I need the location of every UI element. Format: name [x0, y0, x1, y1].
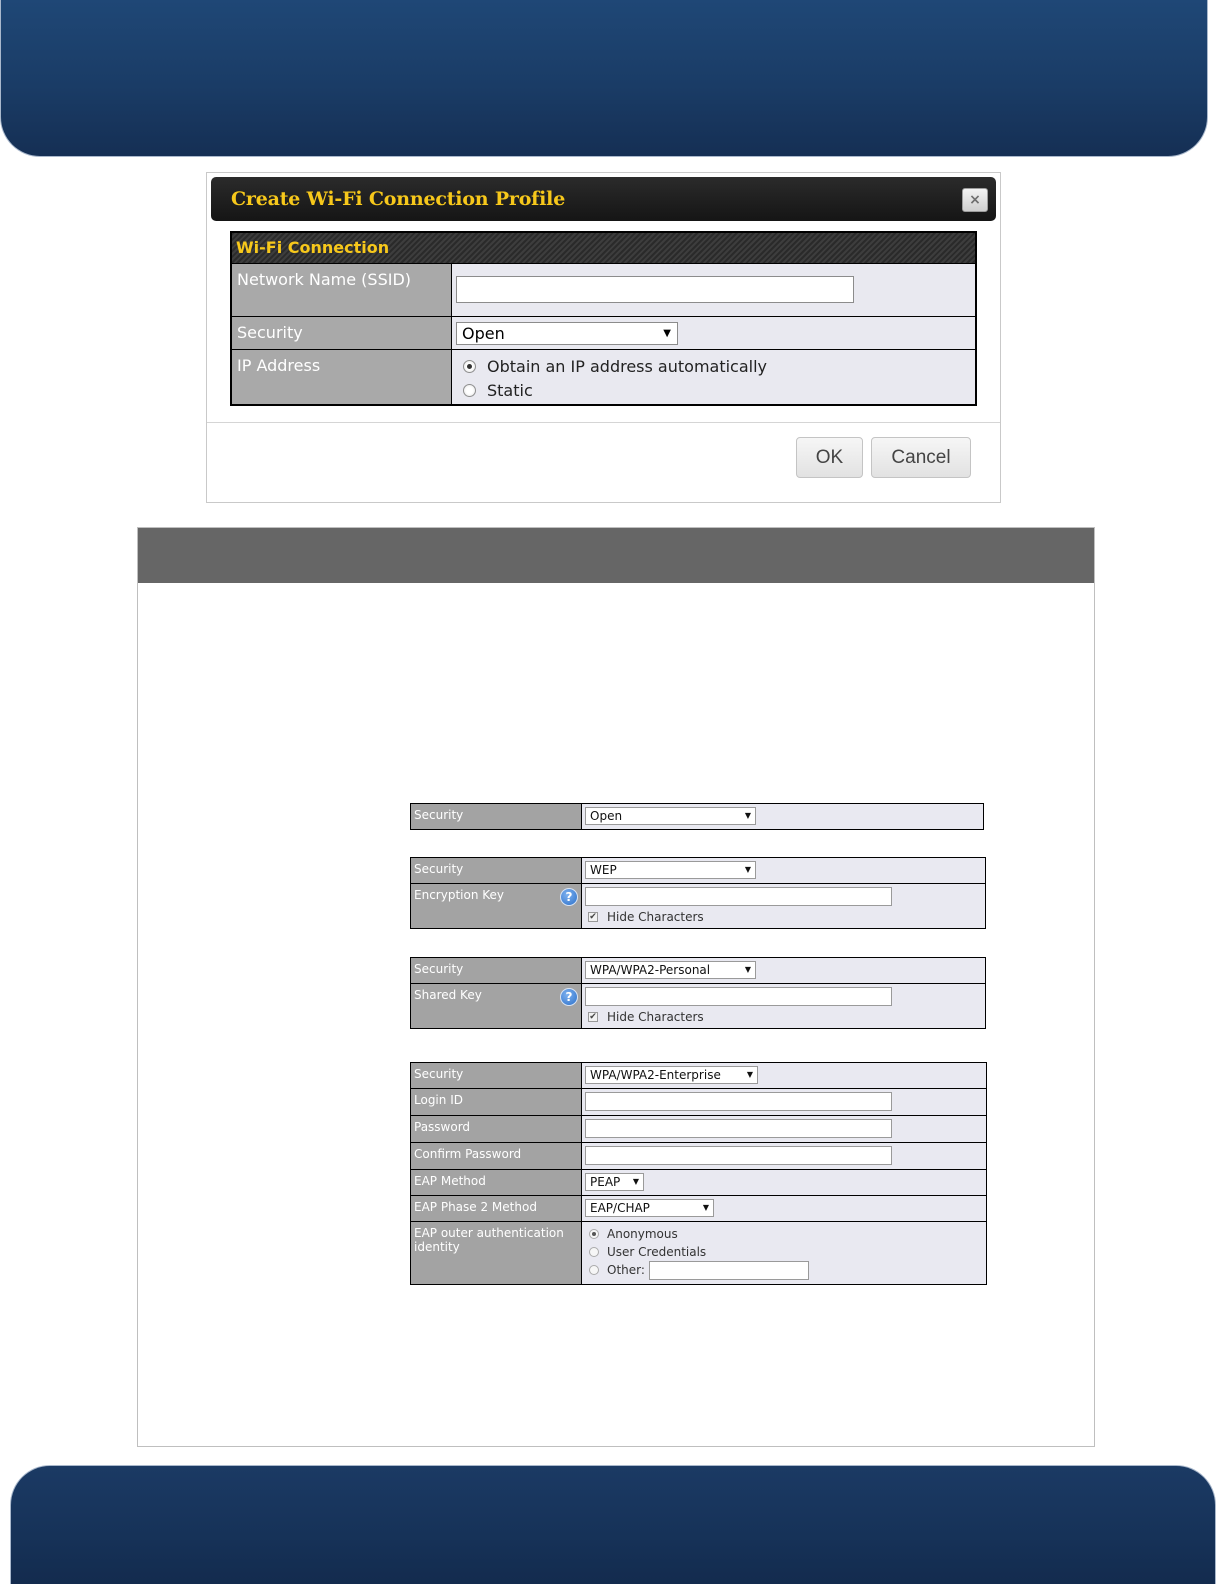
eap-method-select[interactable] — [585, 1173, 644, 1191]
chevron-down-icon: ▼ — [663, 328, 671, 339]
ip-auto-radio[interactable] — [463, 360, 476, 373]
ip-auto-option[interactable] — [456, 354, 971, 378]
ip-auto-label: Obtain an IP address automatically — [487, 356, 768, 376]
outer-user-credentials-radio[interactable] — [589, 1247, 599, 1257]
security-row — [232, 316, 975, 349]
outer-anonymous-radio[interactable] — [589, 1229, 599, 1239]
top-banner — [0, 0, 1208, 157]
outer-user-credentials-label: User Credentials — [607, 1245, 707, 1259]
network-name-label: Network Name (SSID) — [232, 264, 452, 316]
dialog-title: Create Wi-Fi Connection Profile — [231, 188, 566, 210]
personal-hide-label: Hide Characters — [607, 1010, 704, 1024]
ip-static-label: Static — [487, 380, 533, 400]
password-input[interactable] — [585, 1119, 892, 1138]
outer-other-label: Other: — [607, 1263, 645, 1277]
help-icon[interactable]: ? — [560, 888, 578, 906]
chevron-down-icon: ▼ — [744, 865, 751, 874]
personal-security-label: Security — [411, 958, 582, 983]
confirm-password-label: Confirm Password — [411, 1143, 582, 1169]
eap-phase2-select[interactable] — [585, 1199, 714, 1217]
chevron-down-icon: ▼ — [746, 1070, 753, 1079]
confirm-password-input[interactable] — [585, 1146, 892, 1165]
encryption-key-label: Encryption Key — [414, 888, 504, 902]
wep-security-table — [410, 857, 986, 929]
shared-key-label: Shared Key — [414, 988, 482, 1002]
shared-key-input[interactable] — [585, 987, 892, 1006]
ip-address-row — [232, 349, 975, 404]
outer-other-option[interactable] — [582, 1261, 986, 1279]
personal-security-value: WPA/WPA2-Personal — [590, 963, 711, 977]
chevron-down-icon: ▼ — [744, 811, 751, 820]
security-label: Security — [232, 317, 452, 349]
wep-hide-label: Hide Characters — [607, 910, 704, 924]
wifi-connection-table — [230, 231, 977, 406]
dialog-divider — [207, 422, 1000, 423]
network-name-row — [232, 263, 975, 316]
eap-phase2-label: EAP Phase 2 Method — [411, 1196, 582, 1221]
dialog-header — [211, 177, 996, 221]
outer-other-radio[interactable] — [589, 1265, 599, 1275]
chevron-down-icon: ▼ — [702, 1203, 709, 1212]
eap-phase2-value: EAP/CHAP — [590, 1201, 650, 1215]
help-icon[interactable]: ? — [560, 988, 578, 1006]
enterprise-security-table — [410, 1062, 987, 1285]
ok-button[interactable]: OK — [796, 437, 863, 478]
check-icon[interactable]: ✔ — [589, 1012, 597, 1022]
outer-other-input[interactable] — [649, 1261, 809, 1280]
security-select-value: Open — [462, 324, 505, 343]
check-icon[interactable]: ✔ — [589, 912, 597, 922]
enterprise-security-value: WPA/WPA2-Enterprise — [590, 1068, 721, 1082]
login-id-input[interactable] — [585, 1092, 892, 1111]
security-select[interactable] — [456, 322, 678, 345]
wep-security-select[interactable] — [585, 861, 756, 879]
wep-hide-characters[interactable] — [588, 910, 704, 924]
enterprise-security-select[interactable] — [585, 1066, 758, 1084]
chevron-down-icon: ▼ — [632, 1177, 639, 1186]
enterprise-security-label: Security — [411, 1063, 582, 1088]
open-security-select[interactable] — [585, 807, 756, 825]
login-id-label: Login ID — [411, 1089, 582, 1115]
personal-security-select[interactable] — [585, 961, 756, 979]
open-security-table — [410, 803, 984, 830]
outer-anonymous-label: Anonymous — [607, 1227, 678, 1241]
eap-method-label: EAP Method — [411, 1170, 582, 1195]
cancel-button[interactable]: Cancel — [871, 437, 971, 478]
wep-security-value: WEP — [590, 863, 617, 877]
bottom-banner — [10, 1465, 1216, 1584]
personal-hide-characters[interactable] — [588, 1010, 704, 1024]
outer-anonymous-option[interactable] — [582, 1225, 986, 1243]
create-wifi-profile-dialog — [206, 172, 1001, 503]
wep-security-label: Security — [411, 858, 582, 883]
close-icon: × — [969, 192, 981, 208]
outer-user-credentials-option[interactable] — [582, 1243, 986, 1261]
close-button[interactable] — [962, 188, 988, 212]
security-examples-panel — [137, 527, 1095, 1447]
network-name-input[interactable] — [456, 276, 854, 303]
open-security-value: Open — [590, 809, 623, 823]
eap-method-value: PEAP — [590, 1175, 621, 1189]
ip-address-label: IP Address — [232, 350, 452, 404]
password-label: Password — [411, 1116, 582, 1142]
ip-static-option[interactable] — [456, 378, 971, 402]
section-title: Wi-Fi Connection — [232, 233, 975, 263]
open-security-label: Security — [411, 804, 582, 829]
personal-security-table — [410, 957, 986, 1029]
ip-static-radio[interactable] — [463, 384, 476, 397]
encryption-key-input[interactable] — [585, 887, 892, 906]
panel-header — [138, 528, 1094, 583]
outer-identity-label: EAP outer authentication identity — [411, 1222, 582, 1284]
chevron-down-icon: ▼ — [744, 965, 751, 974]
